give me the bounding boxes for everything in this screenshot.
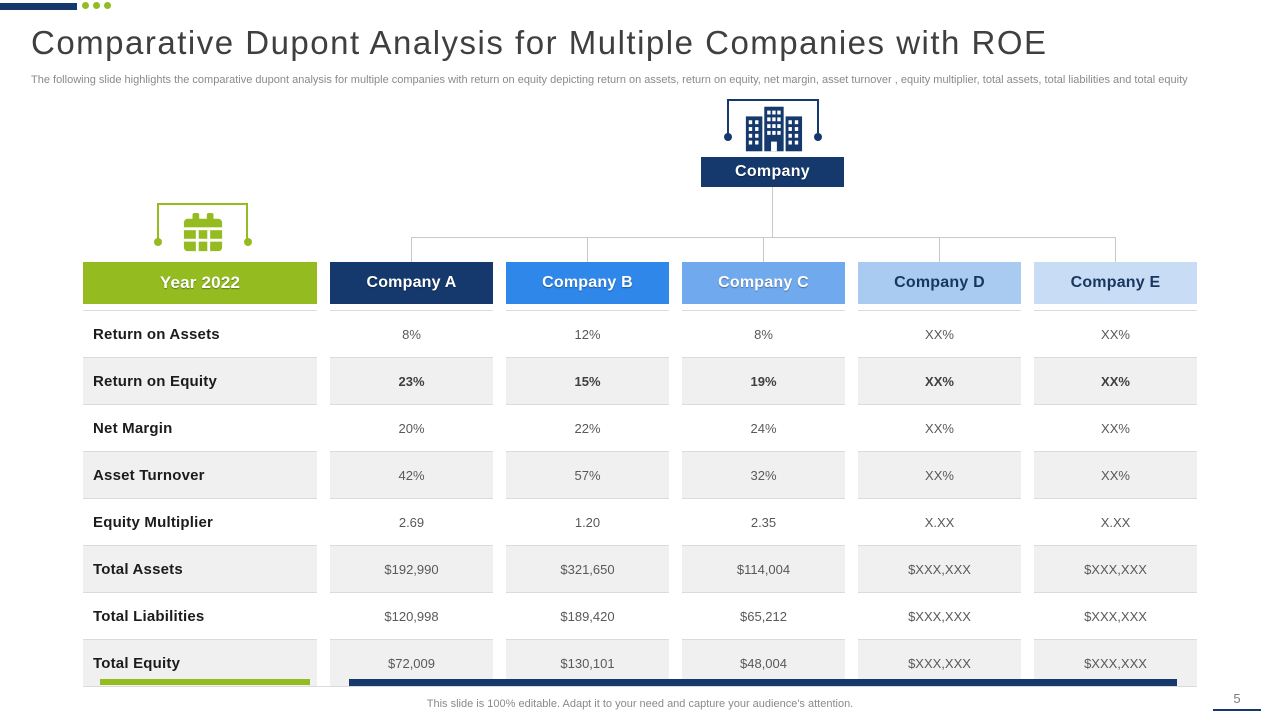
header-company-d: Company D bbox=[858, 262, 1021, 304]
table-row bbox=[83, 498, 1197, 545]
header-year: Year 2022 bbox=[83, 262, 317, 304]
connector-line bbox=[772, 187, 773, 237]
bracket-dot bbox=[244, 238, 252, 246]
row-label: Equity Multiplier bbox=[83, 498, 317, 545]
table-cell: XX% bbox=[1034, 451, 1197, 498]
table-cell: $72,009 bbox=[330, 639, 493, 686]
table-cell: $321,650 bbox=[506, 545, 669, 592]
table-cell: XX% bbox=[858, 357, 1021, 404]
table-cell: 2.35 bbox=[682, 498, 845, 545]
row-label: Total Liabilities bbox=[83, 592, 317, 639]
company-parent-box: Company bbox=[701, 157, 844, 187]
bracket-dot bbox=[724, 133, 732, 141]
table-cell: 24% bbox=[682, 404, 845, 451]
table-cell: $XXX,XXX bbox=[858, 545, 1021, 592]
bracket-dot bbox=[814, 133, 822, 141]
table-cell: $48,004 bbox=[682, 639, 845, 686]
table-cell: $XXX,XXX bbox=[858, 592, 1021, 639]
table-cell: $XXX,XXX bbox=[1034, 592, 1197, 639]
table-row bbox=[83, 545, 1197, 592]
header-company-a: Company A bbox=[330, 262, 493, 304]
table-cell: 42% bbox=[330, 451, 493, 498]
table-cell: 2.69 bbox=[330, 498, 493, 545]
page-number: 5 bbox=[1213, 691, 1261, 711]
page-title: Comparative Dupont Analysis for Multiple Companies with ROE bbox=[31, 24, 1048, 61]
table-cell: 8% bbox=[682, 310, 845, 357]
table-cell: 15% bbox=[506, 357, 669, 404]
row-label: Return on Equity bbox=[83, 357, 317, 404]
accent-dots bbox=[82, 2, 111, 9]
connector-line bbox=[939, 237, 940, 262]
header-company-c: Company C bbox=[682, 262, 845, 304]
table-row bbox=[83, 357, 1197, 404]
table-row bbox=[83, 592, 1197, 639]
table-cell: XX% bbox=[858, 404, 1021, 451]
table-cell: $189,420 bbox=[506, 592, 669, 639]
connector-line bbox=[763, 237, 764, 262]
table-row bbox=[83, 451, 1197, 498]
buildings-icon bbox=[742, 104, 804, 159]
table-cell: XX% bbox=[1034, 357, 1197, 404]
row-label: Net Margin bbox=[83, 404, 317, 451]
table-cell: XX% bbox=[858, 310, 1021, 357]
table-cell: X.XX bbox=[858, 498, 1021, 545]
bottom-green-bar bbox=[100, 679, 310, 685]
table-cell: $XXX,XXX bbox=[858, 639, 1021, 686]
header-company-b: Company B bbox=[506, 262, 669, 304]
table-cell: X.XX bbox=[1034, 498, 1197, 545]
table-cell: $XXX,XXX bbox=[1034, 545, 1197, 592]
row-label: Asset Turnover bbox=[83, 451, 317, 498]
table-cell: $65,212 bbox=[682, 592, 845, 639]
bracket-dot bbox=[154, 238, 162, 246]
table-cell: 12% bbox=[506, 310, 669, 357]
table-cell: 20% bbox=[330, 404, 493, 451]
table-row bbox=[83, 404, 1197, 451]
green-dot bbox=[104, 2, 111, 9]
row-label: Total Assets bbox=[83, 545, 317, 592]
connector-line bbox=[411, 237, 412, 262]
table-cell: 22% bbox=[506, 404, 669, 451]
table-cell: 8% bbox=[330, 310, 493, 357]
calendar-icon bbox=[182, 213, 224, 260]
row-label: Total Equity bbox=[83, 639, 317, 686]
table-cell: XX% bbox=[1034, 310, 1197, 357]
table-cell: 23% bbox=[330, 357, 493, 404]
accent-bar bbox=[0, 3, 77, 10]
page-subtitle: The following slide highlights the comparative dupont analysis for multiple companies with return on equity depicting return on assets, return on equity, net margin, asset turnover , equity multiplier, total assets, total liabilities and total equity bbox=[31, 74, 1188, 86]
dupont-table bbox=[83, 262, 1197, 687]
row-label: Return on Assets bbox=[83, 310, 317, 357]
table-cell: XX% bbox=[858, 451, 1021, 498]
footer-note: This slide is 100% editable. Adapt it to your need and capture your audience's attention. bbox=[426, 698, 854, 710]
table-cell: 32% bbox=[682, 451, 845, 498]
green-dot bbox=[82, 2, 89, 9]
table-header-row bbox=[83, 262, 1197, 304]
table-cell: XX% bbox=[1034, 404, 1197, 451]
table-cell: $XXX,XXX bbox=[1034, 639, 1197, 686]
table-cell: 57% bbox=[506, 451, 669, 498]
table-cell: 1.20 bbox=[506, 498, 669, 545]
table-cell: $114,004 bbox=[682, 545, 845, 592]
green-dot bbox=[93, 2, 100, 9]
table-cell: $120,998 bbox=[330, 592, 493, 639]
table-row bbox=[83, 310, 1197, 357]
table-cell: 19% bbox=[682, 357, 845, 404]
table-cell: $130,101 bbox=[506, 639, 669, 686]
table-cell: $192,990 bbox=[330, 545, 493, 592]
header-company-e: Company E bbox=[1034, 262, 1197, 304]
connector-line bbox=[1115, 237, 1116, 262]
connector-line bbox=[587, 237, 588, 262]
table-body bbox=[83, 310, 1197, 687]
bottom-navy-bar bbox=[349, 679, 1177, 686]
